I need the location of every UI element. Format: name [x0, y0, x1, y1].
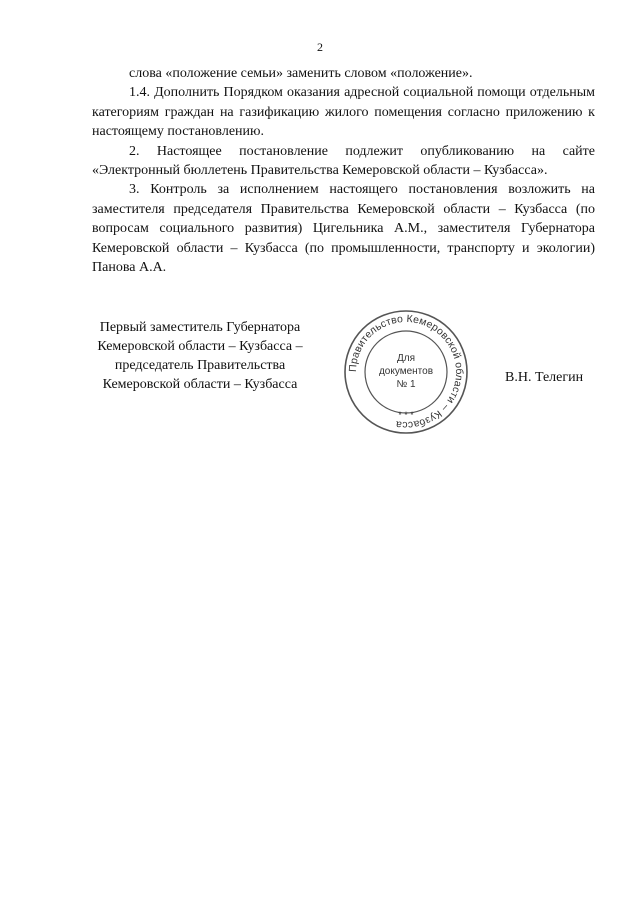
paragraph-3: 2. Настоящее постановление подлежит опубликованию на сайте «Электронный бюллетень Правительства Кемеровской области – Кузбасса».: [92, 143, 595, 179]
seal-stars: * * *: [398, 410, 414, 420]
signatory-position-line: Кемеровской области – Кузбасса –: [97, 339, 303, 354]
seal-ring-text-path: Правительство Кемеровской области – Кузбасса: [347, 313, 465, 431]
seal-center-line: документов: [378, 366, 434, 377]
paragraph-1: слова «положение семьи» заменить словом «положение».: [129, 66, 473, 81]
document-body: [92, 64, 595, 277]
paragraph-2: 1.4. Дополнить Порядком оказания адресной социальной помощи отдельным категориям граждан на газификацию жилого помещения согласно приложению к настоящему постановлению.: [92, 85, 595, 140]
signatory-position-line: Первый заместитель Губернатора: [99, 320, 301, 335]
seal-center-line: Для: [396, 353, 416, 364]
paragraph-4: 3. Контроль за исполнением настоящего постановления возложить на заместителя председателя Правительства Кемеровской области – Кузбасса (по вопросам социального развития) Цигельника А.М., заместителя Губернатора Кемеровской области – Кузбасса (по промышленности, транспорту и экологии) Панова А.А.: [92, 182, 595, 276]
signatory-position-line: Кемеровской области – Кузбасса: [102, 377, 298, 392]
signatory-position-line: председатель Правительства: [114, 358, 286, 373]
page-number: 2: [317, 40, 323, 54]
seal-center-line: № 1: [396, 379, 416, 390]
signatory-position: [82, 318, 318, 394]
official-seal: [342, 308, 470, 436]
signatory-name: В.Н. Телегин: [505, 370, 584, 385]
